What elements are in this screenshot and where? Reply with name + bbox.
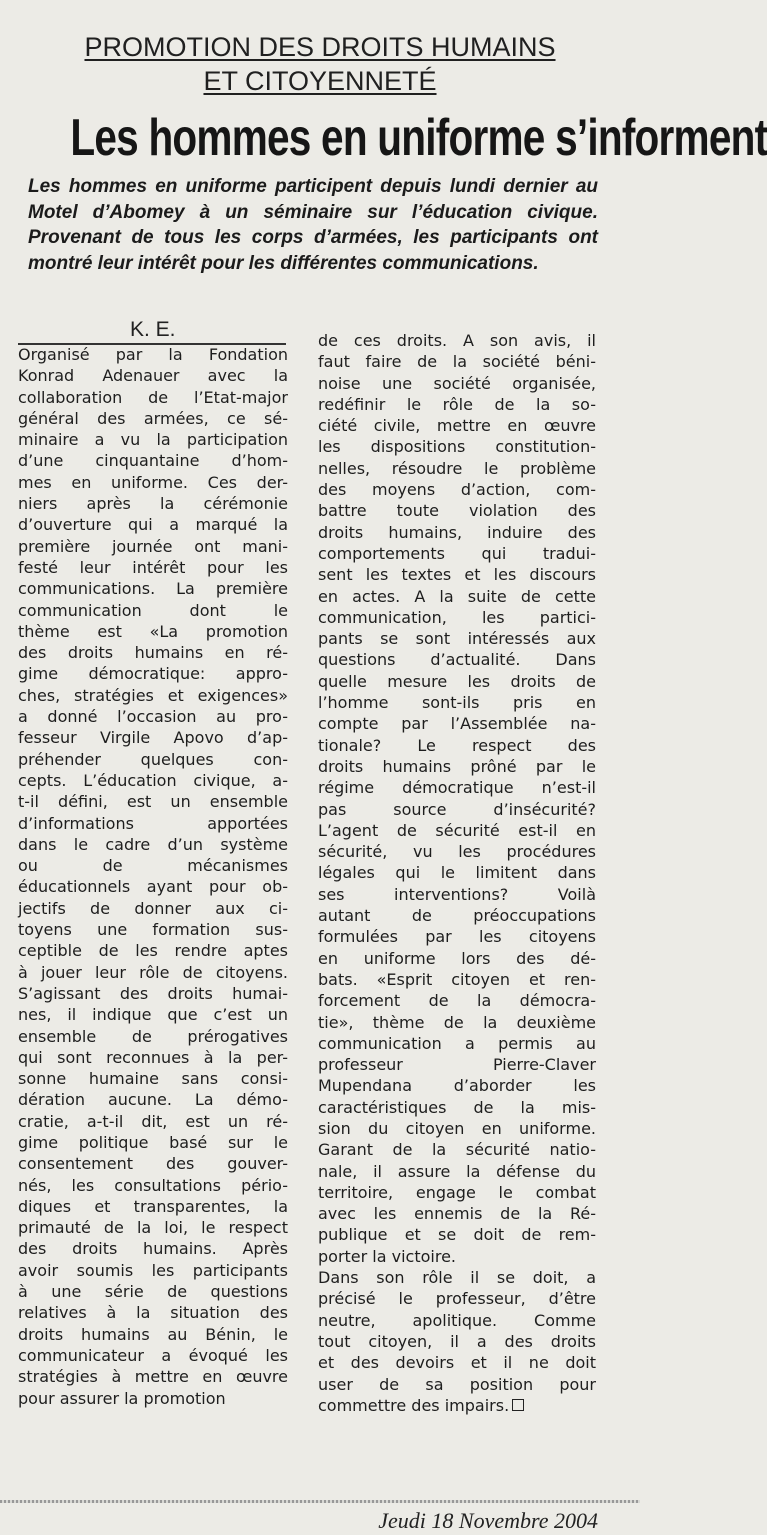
article-text-line: nale, il assure la défense du	[318, 1161, 596, 1181]
article-text-line: en uniforme lors des dé-	[318, 948, 596, 968]
article-text-line: régime démocratique n’est-il	[318, 778, 596, 798]
article-text-line: communication dont le	[18, 600, 288, 620]
article-text-line: général des armées, ce sé-	[18, 408, 288, 428]
article-text-line: primauté de la loi, le respect	[18, 1218, 288, 1238]
article-text-line: droits humains, induire des	[318, 522, 596, 542]
article-text-line: formulées par les citoyens	[318, 927, 596, 947]
article-text-line: niers après la cérémonie	[18, 494, 288, 514]
article-text-line: tionale? Le respect des	[318, 735, 596, 755]
article-text-line: thème est «La promotion	[18, 621, 288, 641]
author-byline: K. E.	[130, 318, 176, 341]
article-text-line: S’agissant des droits humai-	[18, 983, 288, 1003]
article-text-line: diques et transparentes, la	[18, 1196, 288, 1216]
article-column-left	[18, 344, 288, 1409]
article-text-line: nes, il indique que c’est un	[18, 1005, 288, 1025]
article-text-line: redéfinir le rôle de la so-	[318, 394, 596, 414]
article-text-line: autant de préoccupations	[318, 906, 596, 926]
article-text-line: nés, les consultations pério-	[18, 1175, 288, 1195]
article-text-line: droits humains au Bénin, le	[18, 1324, 288, 1344]
article-text-line: territoire, engage le combat	[318, 1182, 596, 1202]
article-text-line: mes en uniforme. Ces der-	[18, 472, 288, 492]
article-text-line: Mupendana d’aborder les	[318, 1076, 596, 1096]
article-text-line: communications. La première	[18, 579, 288, 599]
article-text-line: collaboration de l’Etat-major	[18, 387, 288, 407]
article-text-line: commettre des impairs.	[318, 1395, 596, 1416]
article-text-line: préhender quelques con-	[18, 749, 288, 769]
article-text-line: ensemble de prérogatives	[18, 1026, 288, 1046]
article-text-line: gime démocratique: appro-	[18, 664, 288, 684]
article-text-line: consentement des gouver-	[18, 1154, 288, 1174]
article-text-line: communication, les partici-	[318, 607, 596, 627]
article-text-line: qui sont reconnues à la per-	[18, 1047, 288, 1067]
article-text-line: avec les ennemis de la Ré-	[318, 1204, 596, 1224]
article-text-line: d’une cinquantaine d’hom-	[18, 451, 288, 471]
article-lead: Les hommes en uniforme participent depuis lundi dernier au Motel d’Abomey à un séminaire sur l’éducation civique. Provenant de tous les corps d’armées, les participants ont montré leur intérêt pour les différentes communications.	[28, 176, 598, 274]
article-text-line: stratégies à mettre en œuvre	[18, 1367, 288, 1387]
article-text-line: user de sa position pour	[318, 1374, 596, 1394]
article-text-line: professeur Pierre-Claver	[318, 1055, 596, 1075]
article-text-line: des moyens d’action, com-	[318, 480, 596, 500]
article-text-line: L’agent de sécurité est-il en	[318, 820, 596, 840]
article-text-line: Organisé par la Fondation	[18, 345, 288, 364]
article-text-line: faut faire de la société béni-	[318, 352, 596, 372]
article-text-line: d’informations apportées	[18, 813, 288, 833]
article-text-line: première journée ont mani-	[18, 536, 288, 556]
article-text-line: pants se sont intéressés aux	[318, 629, 596, 649]
article-text-line: à une série de questions	[18, 1282, 288, 1302]
article-text-line: sent les textes et les discours	[318, 565, 596, 585]
article-text-line: caractéristiques de la mis-	[318, 1097, 596, 1117]
article-text-line: cepts. L’éducation civique, a-	[18, 770, 288, 790]
article-text-line: en actes. A la suite de cette	[318, 586, 596, 606]
article-text-line: avoir soumis les participants	[18, 1260, 288, 1280]
article-text-line: ceptible de les rendre aptes	[18, 941, 288, 961]
rubric-line-1: PROMOTION DES DROITS HUMAINS	[84, 32, 556, 62]
end-of-article-mark	[512, 1399, 524, 1411]
article-text-line: Konrad Adenauer avec la	[18, 366, 288, 386]
article-text-line: a donné l’occasion au pro-	[18, 707, 288, 727]
article-text-line: quelle mesure les droits de	[318, 671, 596, 691]
article-text-line: communicateur a évoqué les	[18, 1345, 288, 1365]
article-text-line: précisé le professeur, d’être	[318, 1289, 596, 1309]
article-text-line: ou de mécanismes	[18, 856, 288, 876]
article-text-line: dans le cadre d’un système	[18, 834, 288, 854]
article-text-line: relatives à la situation des	[18, 1303, 288, 1323]
article-text-line: t-il défini, est un ensemble	[18, 792, 288, 812]
article-text-line: jectifs de donner aux ci-	[18, 898, 288, 918]
article-text-line: pas source d’insécurité?	[318, 799, 596, 819]
article-text-line: éducationnels ayant pour ob-	[18, 877, 288, 897]
article-text-line: nelles, résoudre le problème	[318, 458, 596, 478]
article-text-line: les dispositions constitution-	[318, 437, 596, 457]
article-text-line: fesseur Virgile Apovo d’ap-	[18, 728, 288, 748]
article-text-line: ciété civile, mettre en œuvre	[318, 416, 596, 436]
article-text-line: cratie, a-t-il dit, est un ré-	[18, 1111, 288, 1131]
article-text-line: droits humains prôné par le	[318, 756, 596, 776]
article-text-line: bats. «Esprit citoyen et ren-	[318, 969, 596, 989]
publication-date: Jeudi 18 Novembre 2004	[378, 1508, 598, 1533]
article-text-line: légales qui le limitent dans	[318, 863, 596, 883]
article-text-line: sécurité, vu les procédures	[318, 842, 596, 862]
article-text-line: et des devoirs et il ne doit	[318, 1353, 596, 1373]
article-text-line: ches, stratégies et exigences»	[18, 685, 288, 705]
article-text-line: sion du citoyen en uniforme.	[318, 1118, 596, 1138]
rubric-line-2: ET CITOYENNETÉ	[203, 66, 437, 96]
article-text-line: gime politique basé sur le	[18, 1132, 288, 1152]
article-text-line: neutre, apolitique. Comme	[318, 1310, 596, 1330]
article-text-line: questions d’actualité. Dans	[318, 650, 596, 670]
article-text-line: d’ouverture qui a marqué la	[18, 515, 288, 535]
article-text-line: l’homme sont-ils pris en	[318, 693, 596, 713]
article-text-line: tie», thème de la deuxième	[318, 1012, 596, 1032]
article-text-line: Dans son rôle il se doit, a	[318, 1268, 596, 1288]
article-text-line: de ces droits. A son avis, il	[318, 331, 596, 350]
article-text-line: pour assurer la promotion	[18, 1388, 226, 1408]
article-text-line: ses interventions? Voilà	[318, 884, 596, 904]
article-text-line: porter la victoire.	[318, 1246, 457, 1266]
article-text-line: forcement de la démocra-	[318, 991, 596, 1011]
bottom-rule	[0, 1500, 640, 1503]
article-text-line: battre toute violation des	[318, 501, 596, 521]
article-text-line: toyens une formation sus-	[18, 920, 288, 940]
article-text-line: des droits humains. Après	[18, 1239, 288, 1259]
article-text-line: Garant de la sécurité natio-	[318, 1140, 596, 1160]
article-text-line: communication a permis au	[318, 1033, 596, 1053]
article-text-line: compte par l’Assemblée na-	[318, 714, 596, 734]
article-text-line: dération aucune. La démo-	[18, 1090, 288, 1110]
article-text-line: noise une société organisée,	[318, 373, 596, 393]
article-headline: Les hommes en uniforme s’informent	[70, 109, 767, 167]
article-text-line: comportements qui tradui-	[318, 543, 596, 563]
article-text-line: festé leur intérêt pour les	[18, 557, 288, 577]
article-text-line: minaire a vu la participation	[18, 430, 288, 450]
article-text-line: tout citoyen, il a des droits	[318, 1331, 596, 1351]
article-text-line: à jouer leur rôle de citoyens.	[18, 962, 288, 982]
article-text-line: des droits humains en ré-	[18, 643, 288, 663]
section-rubric	[0, 30, 640, 98]
article-text-line: publique et se doit de rem-	[318, 1225, 596, 1245]
article-text-line: sonne humaine sans consi-	[18, 1069, 288, 1089]
article-column-right	[318, 330, 596, 1416]
